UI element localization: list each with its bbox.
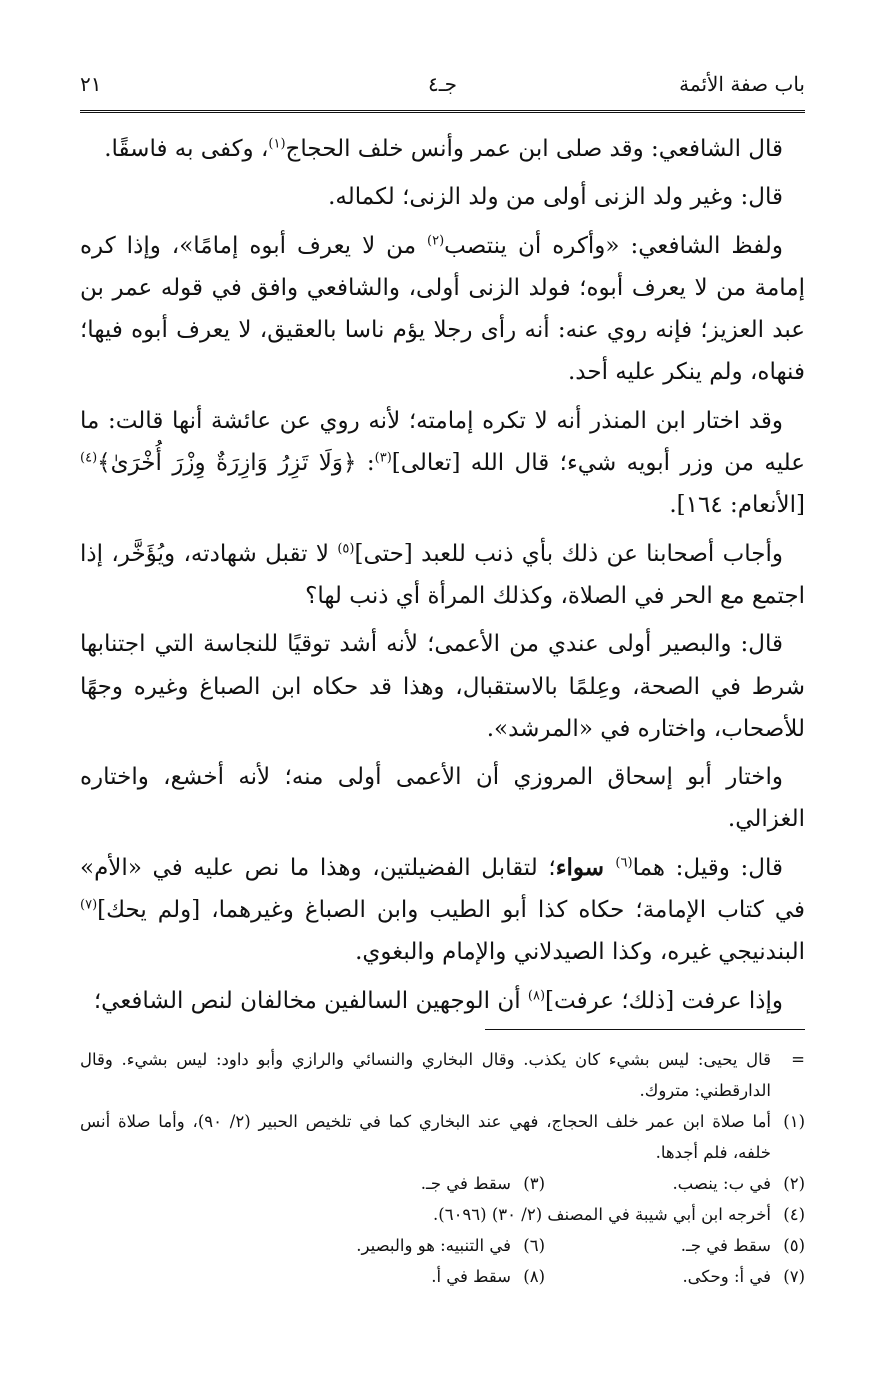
- footnote-ref: (٧): [80, 897, 98, 913]
- footnote-continuation: = قال يحيى: ليس بشيء كان يكذب. وقال البخاري والنسائي والرازي وأبو داود: ليس بشيء. وقال الدارقطني: متروك.: [80, 1050, 805, 1100]
- paragraph-4: وقد اختار ابن المنذر أنه لا تكره إمامته؛ لأنه روي عن عائشة أنها قالت: ما عليه من وزر أبويه شيء؛ قال الله [تعالى]$^{(٣)}$: ﴿وَلَا تَزِرُ وَازِرَةٌ وِزْرَ أُخْرَىٰ﴾$^{(٤)}$ [الأنعام: ١٦٤].: [80, 407, 805, 519]
- footnote-ref: (٢): [427, 232, 445, 248]
- footnote-separator: [485, 1029, 805, 1030]
- footnote-row: [80, 1261, 805, 1292]
- page-header: [80, 66, 805, 106]
- page-number: ٢١: [80, 72, 102, 96]
- footnote-8: (٨) سقط في أ.: [431, 1267, 545, 1286]
- footnotes: [80, 1044, 805, 1292]
- paragraph-6: قال: والبصير أولى عندي من الأعمى؛ لأنه أشد توقيًا للنجاسة التي اجتنابها شرط في الصحة، وعِلمًا بالاستقبال، وهذا قد حكاه ابن الصباغ وغيره وجهًا للأصحاب، واختاره في «المرشد».: [80, 631, 805, 742]
- footnote-6: (٦) في التنبيه: هو والبصير.: [356, 1236, 545, 1255]
- volume-label: جـ٤: [428, 72, 457, 96]
- header-rule: [80, 110, 805, 113]
- footnote-1: (١) أما صلاة ابن عمر خلف الحجاج، فهي عند البخاري كما في تلخيص الحبير (٢/ ٩٠)، وأما صلاة أنس خلفه، فلم أجدها.: [80, 1112, 805, 1162]
- footnote-5: (٥) سقط في جـ.: [680, 1236, 805, 1255]
- footnote-2: (٢) في ب: ينصب.: [672, 1174, 805, 1193]
- footnote-ref: (٣): [374, 450, 392, 466]
- paragraph-9: وإذا عرفت [ذلك؛ عرفت]$^{(٨)}$ أن الوجهين السالفين مخالفان لنص الشافعي؛: [93, 987, 783, 1014]
- footnote-4: (٤) أخرجه ابن أبي شيبة في المصنف (٢/ ٣٠) (٦٠٩٦).: [433, 1205, 805, 1224]
- paragraph-7: واختار أبو إسحاق المروزي أن الأعمى أولى منه؛ لأنه أخشع، واختاره الغزالي.: [80, 764, 805, 833]
- paragraph-5: وأجاب أصحابنا عن ذلك بأي ذنب للعبد [حتى]$^{(٥)}$ لا تقبل شهادته، ويُؤَخَّر، إذا اجتمع مع الحر في الصلاة، وكذلك المرأة أي ذنب لها؟: [80, 540, 805, 609]
- paragraph-8: قال: وقيل: هما$^{(٦)}$ سواء؛ لتقابل الفضيلتين، وهذا ما نص عليه في «الأم» في كتاب الإمامة؛ حكاه كذا أبو الطيب وابن الصباغ وغيرهما، [ولم يحك]$^{(٧)}$ البندنيجي غيره، وكذا الصيدلاني والإمام والبغوي.: [80, 853, 805, 966]
- paragraph-2: قال: وغير ولد الزنى أولى من ولد الزنى؛ لكماله.: [328, 184, 783, 211]
- footnote-ref: (٦): [615, 855, 633, 871]
- quran-verse: : ﴿وَلَا تَزِرُ وَازِرَةٌ وِزْرَ أُخْرَىٰ﴾: [97, 450, 375, 477]
- footnote-3: (٣) سقط في جـ.: [420, 1174, 545, 1193]
- footnote-ref: (٤): [80, 450, 98, 466]
- footnote-row: [80, 1230, 805, 1261]
- footnote-row: [80, 1168, 805, 1199]
- footnote-ref: (٨): [527, 987, 546, 1003]
- paragraph-3: ولفظ الشافعي: «وأكره أن ينتصب$^{(٢)}$ من لا يعرف أبوه إمامًا»، وإذا كره إمامة من لا يعرف أبوه؛ فولد الزنى أولى، والشافعي وافق في قوله عمر بن عبد العزيز؛ فإنه روي عنه: أنه رأى رجلا يؤم ناسا بالعقيق، لا يعرف أبوه فيها؛ فنهاه، ولم ينكر عليه أحد.: [80, 232, 805, 386]
- chapter-title: باب صفة الأئمة: [679, 72, 805, 96]
- main-text: [80, 128, 805, 1028]
- footnote-ref: (٥): [337, 541, 355, 557]
- paragraph-1: قال الشافعي: وقد صلى ابن عمر وأنس خلف الحجاج$^{(١)}$، وكفى به فاسقًا.: [104, 136, 783, 162]
- footnote-7: (٧) في أ: وحكى.: [682, 1267, 805, 1286]
- footnote-ref: (١): [268, 136, 286, 152]
